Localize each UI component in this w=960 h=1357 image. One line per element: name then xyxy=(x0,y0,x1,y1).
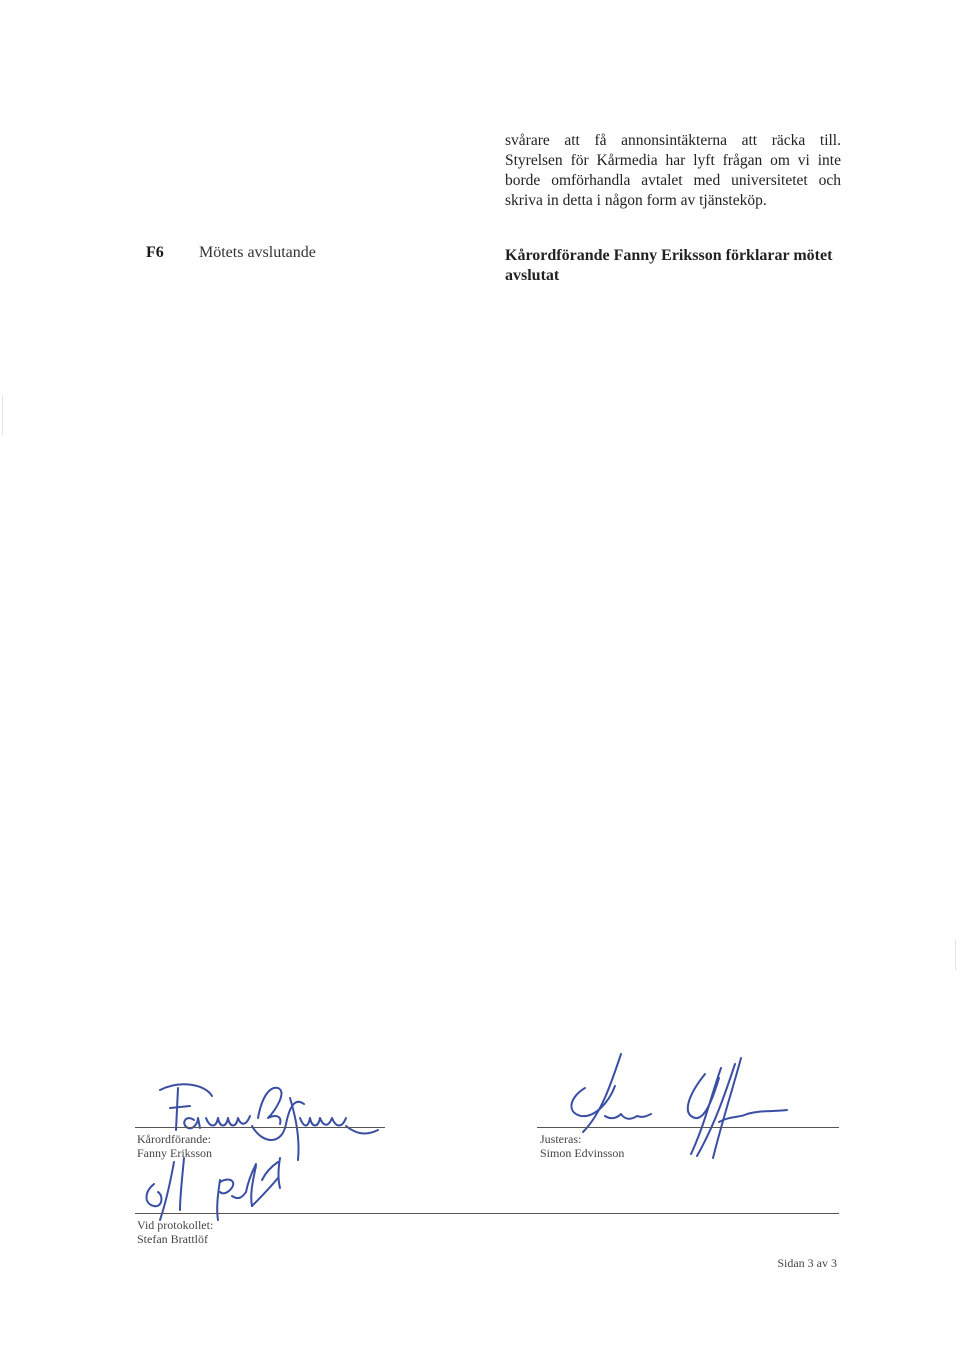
page-number: Sidan 3 av 3 xyxy=(777,1256,837,1270)
agenda-item-title: Mötets avslutande xyxy=(199,244,316,261)
signature-name: Simon Edvinsson xyxy=(540,1146,625,1160)
signature-line-chair xyxy=(135,1127,385,1128)
signature-name: Fanny Eriksson xyxy=(137,1146,212,1160)
signature-label-secretary xyxy=(137,1218,213,1246)
agenda-item-decision: Kårordförande Fanny Eriksson förklarar mötet avslutat xyxy=(505,247,833,284)
signature-role: Vid protokollet: xyxy=(137,1218,214,1232)
scan-edge-mark xyxy=(2,395,3,435)
paragraph-line: skriva in detta i någon form av tjänsteköp. xyxy=(505,192,767,209)
paragraph-line: svårare att få annonsintäkterna att räcka till. xyxy=(505,132,841,149)
paragraph-line: Styrelsen för Kårmedia har lyft frågan om vi inte xyxy=(505,152,841,169)
signature-line-adjuster xyxy=(537,1127,839,1128)
agenda-item-number: F6 xyxy=(146,244,164,261)
paragraph-line: borde omförhandla avtalet med universitetet och xyxy=(505,172,841,189)
signature-line-secretary xyxy=(135,1213,839,1214)
signature-role: Kårordförande: xyxy=(137,1132,211,1146)
signature-label-adjuster xyxy=(540,1132,624,1160)
signature-role: Justeras: xyxy=(540,1132,582,1146)
signature-name: Stefan Brattlöf xyxy=(137,1232,208,1246)
continued-paragraph xyxy=(505,131,841,211)
scan-edge-mark xyxy=(955,940,956,970)
